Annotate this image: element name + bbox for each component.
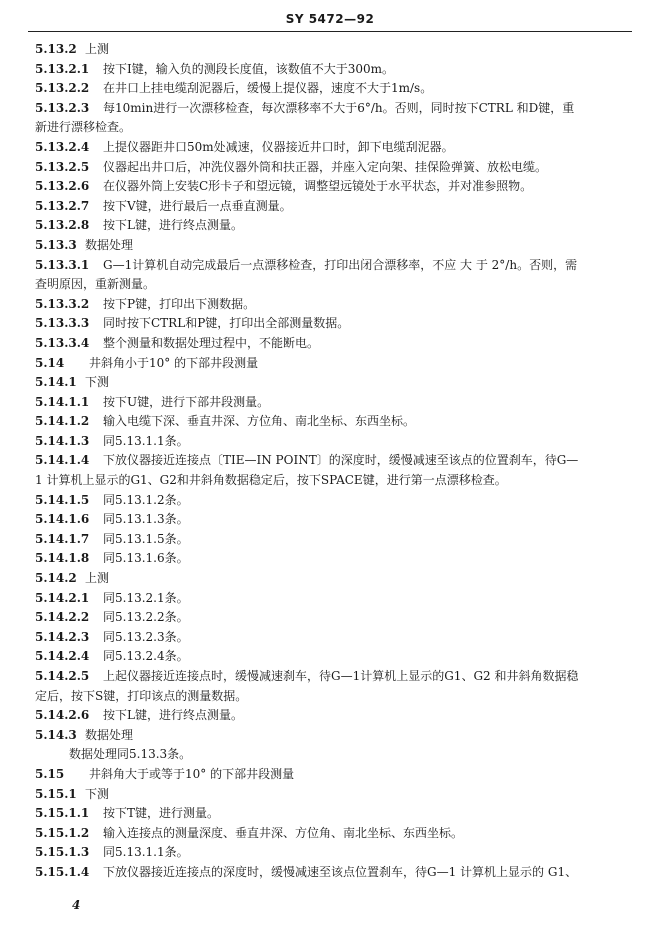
clause-number: 5.14.1.8 xyxy=(35,551,90,566)
clause-number: 5.15.1 xyxy=(35,786,77,801)
text-line xyxy=(35,824,632,844)
clause-number: 5.13.2.3 xyxy=(35,100,90,115)
clause-text: 井斜角小于10° 的下部井段测量 xyxy=(89,355,259,370)
clause-number: 5.14.2.6 xyxy=(35,708,90,723)
clause-number: 5.13.2.6 xyxy=(35,179,90,194)
header-rule xyxy=(28,31,632,32)
clause-text: 下放仪器接近连接点〔TIE—IN POINT〕的深度时，缓慢减速至该点的位置刹车，待G— xyxy=(103,453,579,468)
clause-text: 按下L键，进行终点测量。 xyxy=(103,218,243,233)
text-line xyxy=(35,99,632,119)
text-line xyxy=(35,804,632,824)
clause-text: 下测 xyxy=(85,375,110,390)
text-line xyxy=(35,118,632,138)
clause-text: 同5.13.1.1条。 xyxy=(103,433,189,448)
text-line xyxy=(35,785,632,805)
clause-number: 5.15.1.4 xyxy=(35,864,90,879)
clause-number: 5.13.3 xyxy=(35,237,77,252)
clause-text: 同5.13.1.6条。 xyxy=(103,551,189,566)
clause-text: 在仪器外筒上安装C形卡子和望远镜，调整望远镜处于水平状态，并对准参照物。 xyxy=(103,179,533,194)
page-header xyxy=(28,0,632,32)
text-line xyxy=(35,256,632,276)
clause-text: 同5.13.1.1条。 xyxy=(103,845,189,860)
clause-text: 按下U键，进行下部井段测量。 xyxy=(103,394,270,409)
clause-number: 5.14.1.3 xyxy=(35,433,90,448)
text-line xyxy=(35,745,632,765)
text-line xyxy=(35,216,632,236)
text-line xyxy=(35,60,632,80)
text-line xyxy=(35,510,632,530)
text-line xyxy=(35,628,632,648)
text-line xyxy=(35,40,632,60)
text-line xyxy=(35,647,632,667)
clause-number: 5.14 xyxy=(35,355,65,370)
text-line xyxy=(35,569,632,589)
clause-text: 数据处理 xyxy=(85,237,134,252)
clause-text: 同5.13.2.2条。 xyxy=(103,610,189,625)
clause-number: 5.13.2.7 xyxy=(35,198,90,213)
clause-text: 数据处理同5.13.3条。 xyxy=(69,747,192,762)
clause-text: 整个测量和数据处理过程中，不能断电。 xyxy=(103,335,320,350)
clause-number: 5.13.3.4 xyxy=(35,335,90,350)
clause-text: 每10min进行一次漂移检查，每次漂移率不大于6°/h。否则，同时按下CTRL 和D键，重 xyxy=(103,100,575,115)
text-line xyxy=(35,549,632,569)
clause-text: 井斜角大于或等于10° 的下部井段测量 xyxy=(89,766,295,781)
text-line xyxy=(35,451,632,471)
clause-number: 5.14.1.7 xyxy=(35,531,90,546)
page-number: 4 xyxy=(72,898,81,912)
clause-text: 仪器起出井口后，冲洗仪器外筒和扶正器，并座入定向架、挂保险弹簧、放松电缆。 xyxy=(103,159,548,174)
text-line xyxy=(35,863,632,883)
clause-number: 5.14.3 xyxy=(35,727,77,742)
document-body xyxy=(35,40,632,883)
clause-text: 查明原因，重新测量。 xyxy=(35,277,156,292)
clause-text: 按下L键，进行终点测量。 xyxy=(103,708,243,723)
clause-number: 5.14.1.6 xyxy=(35,512,90,527)
text-line xyxy=(35,608,632,628)
clause-text: 输入连接点的测量深度、垂直井深、方位角、南北坐标、东西坐标。 xyxy=(103,825,464,840)
clause-text: 上测 xyxy=(85,571,110,586)
text-line xyxy=(35,530,632,550)
clause-text: 同时按下CTRL和P键，打印出全部测量数据。 xyxy=(103,316,350,331)
clause-text: 同5.13.2.1条。 xyxy=(103,590,189,605)
text-line xyxy=(35,295,632,315)
text-line xyxy=(35,471,632,491)
clause-number: 5.14.2.3 xyxy=(35,629,90,644)
clause-text: 定后，按下S键，打印该点的测量数据。 xyxy=(35,688,248,703)
clause-number: 5.14.2.1 xyxy=(35,590,90,605)
text-line xyxy=(35,706,632,726)
clause-text: 新进行漂移检查。 xyxy=(35,120,132,135)
text-line xyxy=(35,275,632,295)
clause-number: 5.14.2 xyxy=(35,571,77,586)
clause-text: 1 计算机上显示的G1、G2和井斜角数据稳定后，按下SPACE键，进行第一点漂移检查。 xyxy=(35,473,507,488)
standard-code: SY 5472—92 xyxy=(285,12,375,26)
clause-text: 在井口上挂电缆刮泥器后，缓慢上提仪器，速度不大于1m/s。 xyxy=(103,81,433,96)
text-line xyxy=(35,726,632,746)
text-line xyxy=(35,589,632,609)
text-line xyxy=(35,236,632,256)
clause-text: 同5.13.2.3条。 xyxy=(103,629,189,644)
clause-text: 同5.13.2.4条。 xyxy=(103,649,189,664)
text-line xyxy=(35,334,632,354)
text-line xyxy=(35,765,632,785)
text-line xyxy=(35,667,632,687)
clause-number: 5.13.2 xyxy=(35,42,77,56)
clause-number: 5.15.1.1 xyxy=(35,806,90,821)
text-line xyxy=(35,491,632,511)
text-line xyxy=(35,373,632,393)
clause-number: 5.14.1.1 xyxy=(35,394,90,409)
clause-number: 5.13.2.8 xyxy=(35,218,90,233)
clause-number: 5.14.1.2 xyxy=(35,414,90,429)
clause-text: 上测 xyxy=(85,42,110,56)
clause-text: 上起仪器接近连接点时，缓慢减速刹车，待G—1计算机上显示的G1、G2 和井斜角数据稳 xyxy=(103,669,579,683)
clause-text: 同5.13.1.2条。 xyxy=(103,492,189,507)
text-line xyxy=(35,412,632,432)
clause-number: 5.15.1.2 xyxy=(35,825,90,840)
clause-number: 5.13.3.2 xyxy=(35,296,90,311)
text-line xyxy=(35,79,632,99)
text-line xyxy=(35,687,632,707)
clause-number: 5.13.2.4 xyxy=(35,139,90,154)
clause-number: 5.13.2.2 xyxy=(35,81,90,96)
text-line xyxy=(35,158,632,178)
clause-text: 同5.13.1.5条。 xyxy=(103,531,189,546)
clause-text: G—1计算机自动完成最后一点漂移检查，打印出闭合漂移率，不应 大 于 2°/h。否则，需 xyxy=(103,257,578,272)
text-line xyxy=(35,843,632,863)
clause-text: 同5.13.1.3条。 xyxy=(103,512,189,527)
clause-text: 按下I键，输入负的测段长度值，该数值不大于300m。 xyxy=(103,61,395,76)
clause-text: 下放仪器接近连接点的深度时，缓慢减速至该点位置刹车，待G—1 计算机上显示的 G1、 xyxy=(103,864,578,879)
clause-number: 5.14.1 xyxy=(35,375,77,390)
clause-number: 5.13.2.1 xyxy=(35,61,90,76)
clause-text: 下测 xyxy=(85,786,110,801)
text-line xyxy=(35,138,632,158)
clause-text: 按下V键，进行最后一点垂直测量。 xyxy=(103,198,292,213)
clause-text: 输入电缆下深、垂直井深、方位角、南北坐标、东西坐标。 xyxy=(103,414,416,429)
clause-number: 5.13.2.5 xyxy=(35,159,90,174)
text-line xyxy=(35,393,632,413)
clause-text: 按下P键，打印出下测数据。 xyxy=(103,296,256,311)
text-line xyxy=(35,354,632,374)
text-line xyxy=(35,314,632,334)
clause-number: 5.15 xyxy=(35,766,65,781)
text-line xyxy=(35,197,632,217)
clause-number: 5.14.2.4 xyxy=(35,649,90,664)
clause-text: 上提仪器距井口50m处减速，仪器接近井口时，卸下电缆刮泥器。 xyxy=(103,139,454,154)
clause-number: 5.14.1.4 xyxy=(35,453,90,468)
clause-number: 5.14.1.5 xyxy=(35,492,90,507)
clause-text: 数据处理 xyxy=(85,727,134,742)
clause-number: 5.13.3.1 xyxy=(35,257,90,272)
clause-number: 5.15.1.3 xyxy=(35,845,90,860)
clause-number: 5.13.3.3 xyxy=(35,316,90,331)
clause-number: 5.14.2.5 xyxy=(35,669,90,683)
text-line xyxy=(35,177,632,197)
clause-number: 5.14.2.2 xyxy=(35,610,90,625)
clause-text: 按下T键，进行测量。 xyxy=(103,806,220,821)
text-line xyxy=(35,432,632,452)
